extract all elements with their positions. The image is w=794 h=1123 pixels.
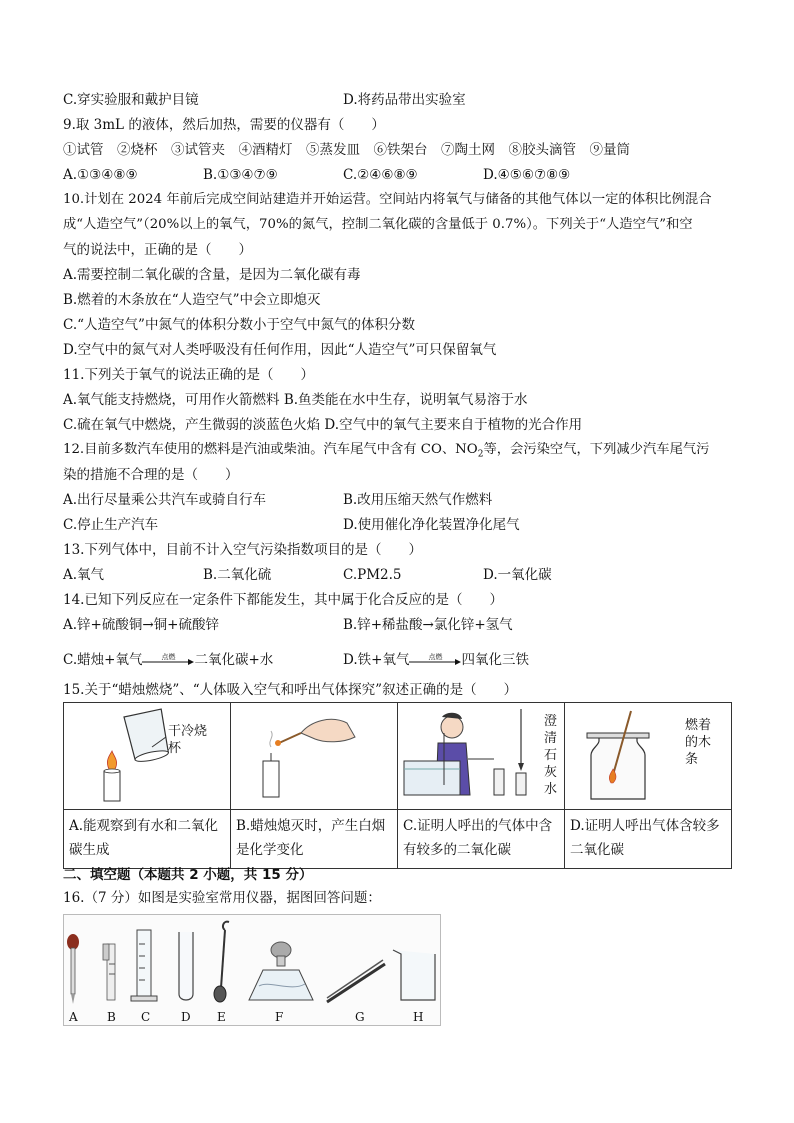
q12-stem-sub: 2 xyxy=(477,449,484,460)
q15-option-a: A.能观察到有水和二氧化碳生成 xyxy=(64,810,231,869)
q10-stem-line3: 气的说法中，正确的是（ ） xyxy=(63,242,252,258)
q15-image-a xyxy=(64,703,231,810)
test-tube-icon xyxy=(179,932,193,1000)
q14-option-c-reactants: C.蜡烛+氧气 xyxy=(63,652,143,668)
reaction-condition: 点燃 xyxy=(161,652,176,661)
label-f: F xyxy=(275,1010,284,1024)
reaction-condition: 点燃 xyxy=(428,652,443,661)
q8-option-d: D.将药品带出实验室 xyxy=(343,92,466,108)
q9-items: ①试管 ②烧杯 ③试管夹 ④酒精灯 ⑤蒸发皿 ⑥铁架台 ⑦陶土网 ⑧胶头滴管 ⑨量筒 xyxy=(63,142,630,158)
q9-option-d: D.④⑤⑥⑦⑧⑨ xyxy=(483,167,571,183)
q10-stem-line1: 10.计划在 2024 年前后完成空间站建造并开始运营。空间站内将氧气与储备的其他气体以一定的体积比例混合 xyxy=(63,192,712,207)
q10-option-d: D.空气中的氮气对人类呼吸没有任何作用，因此“人造空气”可只保留氧气 xyxy=(63,342,497,358)
q10-stem-line2: 成“人造空气”（20%以上的氧气，70%的氮气，控制二氧化碳的含量低于 0.7%）。下列关于“人造空气”和空 xyxy=(63,217,693,232)
q13-option-b: B.二氧化硫 xyxy=(203,567,272,583)
q12-stem-line2: 染的措施不合理的是（ ） xyxy=(63,467,239,483)
arrow-icon xyxy=(142,658,194,666)
q15-image-d xyxy=(565,703,732,810)
q13-stem: 13.下列气体中，目前不计入空气污染指数项目的是（ ） xyxy=(63,542,422,558)
label-c: C xyxy=(141,1010,151,1024)
label-h: H xyxy=(413,1010,424,1024)
q15-option-c: C.证明人呼出的气体中含有较多的二氧化碳 xyxy=(398,810,565,869)
q15-table xyxy=(63,702,732,869)
label-g: G xyxy=(355,1010,365,1024)
exhale-limewater-figure xyxy=(398,703,564,805)
q9-option-b: B.①③④⑦⑨ xyxy=(203,167,278,183)
q13-option-a: A.氧气 xyxy=(63,567,105,583)
q12-option-c: C.停止生产汽车 xyxy=(63,517,159,533)
reaction-arrow xyxy=(142,654,194,668)
q15-option-b: B.蜡烛熄灭时，产生白烟是化学变化 xyxy=(231,810,398,869)
q15-image-c xyxy=(398,703,565,810)
q15-image-c-label: 澄清石灰水 xyxy=(544,714,558,797)
q14-option-d-products: 四氧化三铁 xyxy=(461,652,529,668)
q10-option-b: B.燃着的木条放在“人造空气”中会立即熄灭 xyxy=(63,292,321,308)
label-b: B xyxy=(107,1010,116,1024)
q16-apparatus-figure xyxy=(63,914,441,1026)
label-d: D xyxy=(181,1010,191,1024)
q12-option-b: B.改用压缩天然气作燃料 xyxy=(343,492,493,508)
q11-options-cd: C.硫在氧气中燃烧，产生微弱的淡蓝色火焰 D.空气中的氧气主要来自于植物的光合作用 xyxy=(63,417,583,433)
q11-options-ab: A.氧气能支持燃烧，可用作火箭燃料 B.鱼类能在水中生存，说明氧气易溶于水 xyxy=(63,392,528,408)
q14-option-a: A.锌+硫酸铜→铜+硫酸锌 xyxy=(63,617,219,633)
q9-stem: 9.取 3mL 的液体，然后加热，需要的仪器有（ ） xyxy=(63,117,385,133)
q12-option-d: D.使用催化净化装置净化尾气 xyxy=(343,517,520,533)
q11-stem: 11.下列关于氧气的说法正确的是（ ） xyxy=(63,367,314,383)
q14-option-d xyxy=(343,651,529,669)
arrow-icon xyxy=(409,658,461,666)
q12-stem-post: 等，会污染空气，下列减少汽车尾气污 xyxy=(483,442,710,457)
q12-stem-line1 xyxy=(63,441,709,464)
blown-out-candle-figure xyxy=(231,703,397,805)
q9-option-a: A.①③④⑧⑨ xyxy=(63,167,138,183)
label-a: A xyxy=(69,1010,78,1024)
q15-option-d: D.证明人呼出气体含较多二氧化碳 xyxy=(565,810,732,869)
reaction-arrow xyxy=(409,654,461,668)
q15-image-a-label: 干冷烧杯 xyxy=(168,724,208,756)
q14-option-c-products: 二氧化碳+水 xyxy=(194,652,274,668)
apparatus-drawings xyxy=(63,914,441,1026)
q14-option-d-reactants: D.铁+氧气 xyxy=(343,652,410,668)
section-title: 二、填空题（本题共 2 小题，共 15 分） xyxy=(63,867,313,883)
q9-option-c: C.②④⑥⑧⑨ xyxy=(343,167,418,183)
q12-option-a: A.出行尽量乘公共汽车或骑自行车 xyxy=(63,492,267,508)
q14-stem: 14.已知下列反应在一定条件下都能发生，其中属于化合反应的是（ ） xyxy=(63,592,503,608)
q12-stem-pre: 12.目前多数汽车使用的燃料是汽油或柴油。汽车尾气中含有 CO、NO xyxy=(63,442,478,457)
q14-option-c xyxy=(63,651,273,669)
q13-option-d: D.一氧化碳 xyxy=(483,567,552,583)
label-e: E xyxy=(217,1010,226,1024)
q13-option-c: C.PM2.5 xyxy=(343,567,402,583)
q10-option-c: C.“人造空气”中氮气的体积分数小于空气中氮气的体积分数 xyxy=(63,317,415,333)
q14-option-b: B.锌+稀盐酸→氯化锌+氢气 xyxy=(343,617,513,633)
q15-image-d-label: 燃着的木条 xyxy=(685,718,712,767)
q8-option-c: C.穿实验服和戴护目镜 xyxy=(63,92,199,108)
q15-image-b xyxy=(231,703,398,810)
q15-stem: 15.关于“蜡烛燃烧”、“人体吸入空气和呼出气体探究”叙述正确的是（ ） xyxy=(63,682,518,698)
q16-stem: 16.（7 分）如图是实验室常用仪器，据图回答问题： xyxy=(63,890,381,906)
q10-option-a: A.需要控制二氧化碳的含量，是因为二氧化碳有毒 xyxy=(63,267,361,283)
